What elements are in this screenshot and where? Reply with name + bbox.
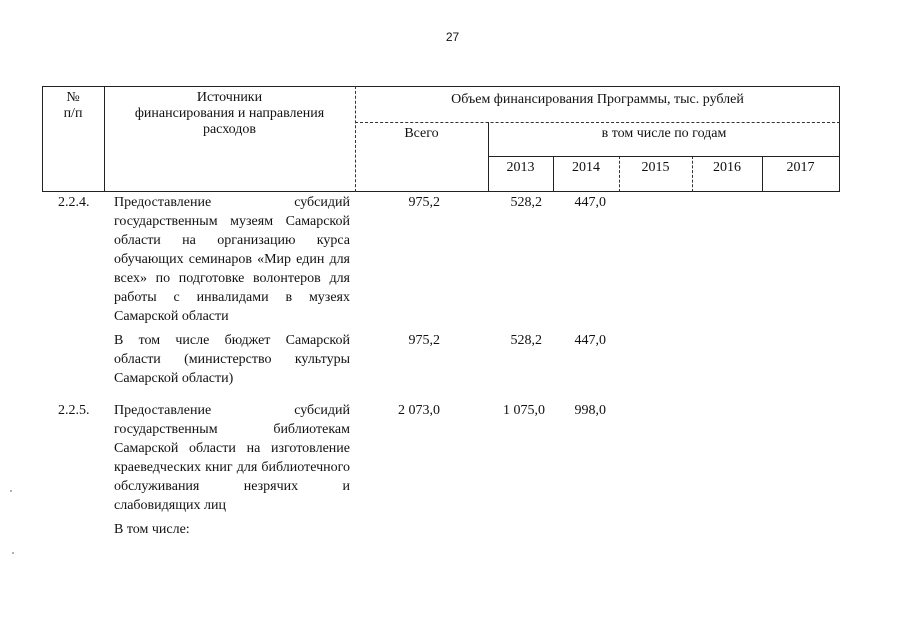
divider-volume-subheader: [355, 122, 840, 123]
header-num: № п/п: [63, 90, 83, 121]
header-year-2015: 2015: [641, 160, 670, 175]
row-total: 975,2: [408, 333, 440, 348]
scan-speck: [12, 552, 14, 554]
row-description: В том числе:: [114, 522, 190, 537]
divider-years-row: [488, 156, 840, 157]
row-2013: 528,2: [510, 333, 542, 348]
row-number: 2.2.5.: [58, 403, 90, 418]
row-total: 975,2: [408, 195, 440, 210]
header-volume: Объем финансирования Программы, тыс. рублей: [451, 92, 744, 107]
scan-speck: [10, 490, 12, 492]
header-year-2014: 2014: [572, 160, 600, 175]
header-year-2016: 2016: [713, 160, 741, 175]
row-2013: 1 075,0: [503, 403, 545, 418]
header-year-2017: 2017: [786, 160, 815, 175]
header-top-border: [42, 86, 840, 87]
header-total: Всего: [404, 126, 439, 141]
row-total: 2 073,0: [398, 403, 440, 418]
header-bottom-border: [42, 191, 840, 192]
row-2013: 528,2: [510, 195, 542, 210]
row-description: Предоставление субсидий государственным библиотекам Самарской области на изготовление краеведческих книг для библиотечного обслуживания незрячих и слабовидящих лиц: [114, 403, 350, 513]
row-description: В том числе бюджет Самарской области (министерство культуры Самарской области): [114, 333, 350, 386]
row-2014: 447,0: [574, 195, 606, 210]
row-number: 2.2.4.: [58, 195, 90, 210]
header-year-2013: 2013: [506, 160, 535, 175]
header-by-years: в том числе по годам: [601, 126, 727, 141]
row-2014: 998,0: [574, 403, 606, 418]
row-2014: 447,0: [574, 333, 606, 348]
row-description: Предоставление субсидий государственным музеям Самарской области на организацию курса обучающих семинаров «Мир един для всех» по подготовке волонтеров для работы с инвалидами в музеях Самарской области: [114, 195, 350, 324]
header-sources: Источники финансирования и направления расходов: [134, 90, 325, 137]
page-number: 27: [445, 30, 460, 44]
